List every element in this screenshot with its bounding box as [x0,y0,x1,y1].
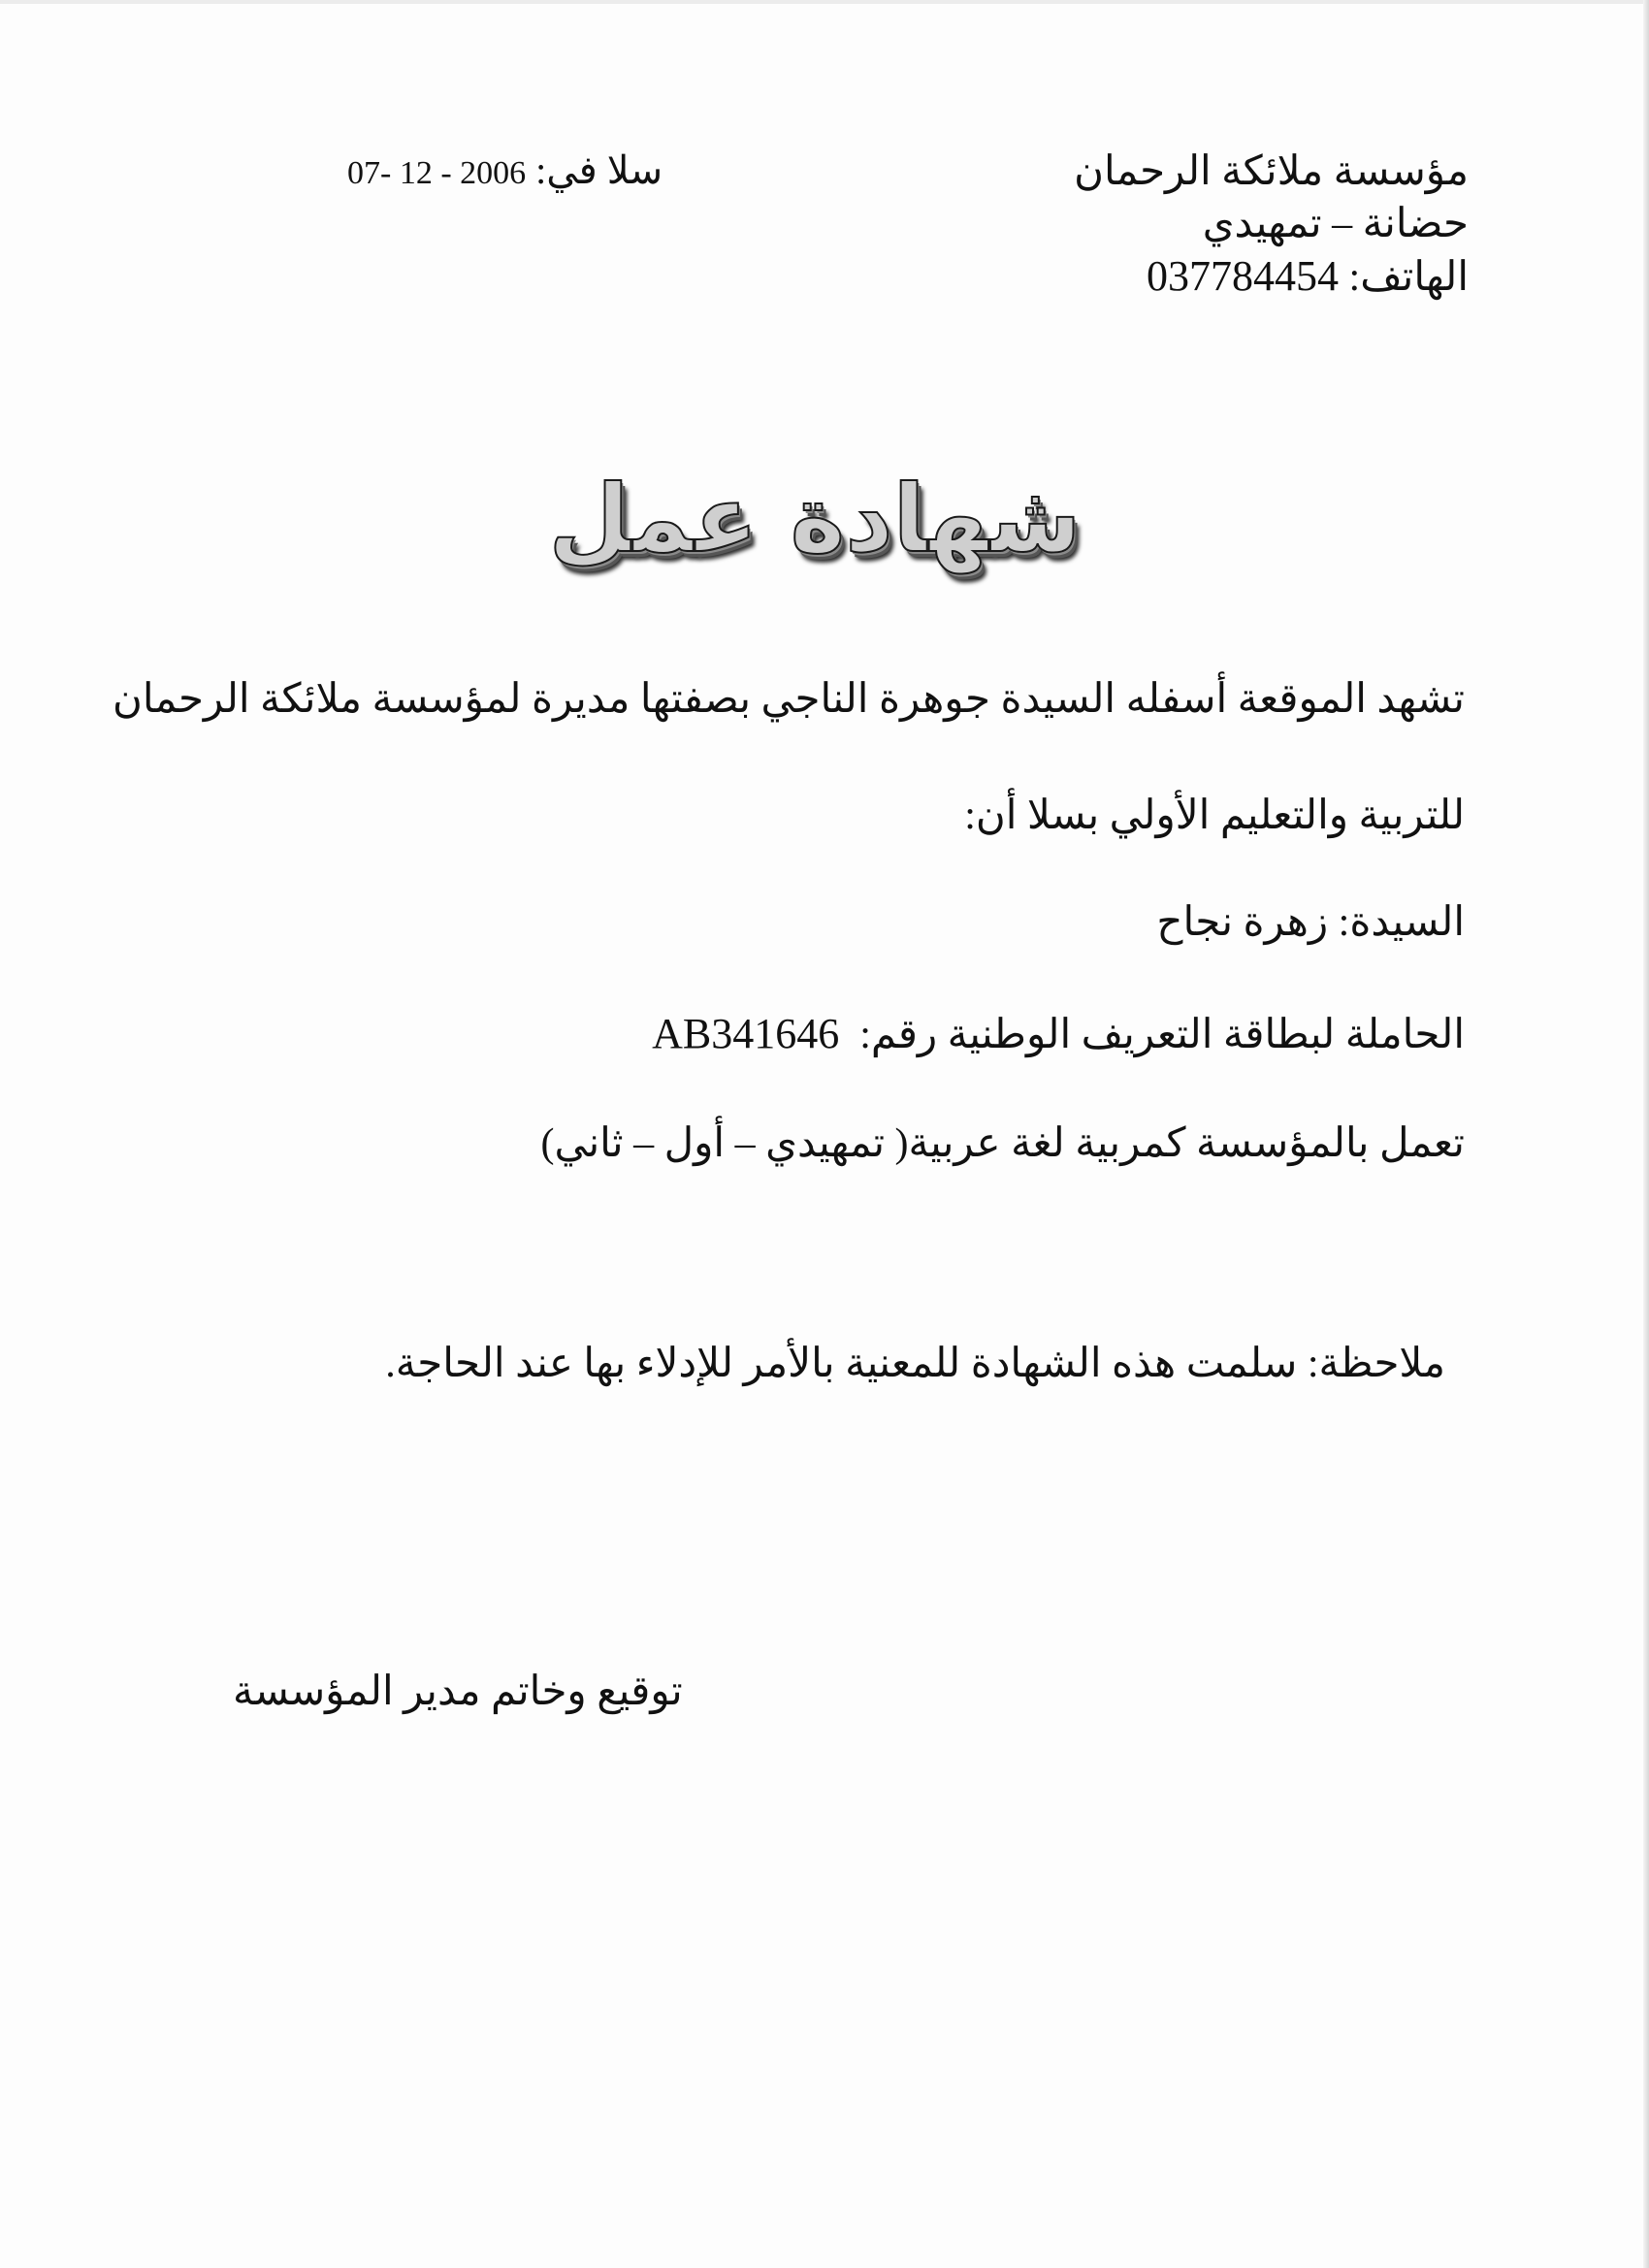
body-line-2: للتربية والتعليم الأولي بسلا أن: [964,794,1465,838]
date-place-label: سلا في: [535,148,663,192]
phone-row [887,250,1469,304]
letterhead [887,146,1469,304]
date-value: 07- 12 - 2006 [347,155,527,191]
signature-label: توقيع وخاتم مدير المؤسسة [233,1669,683,1714]
scan-edge-top [0,0,1649,4]
note-line: ملاحظة: سلمت هذه الشهادة للمعنية بالأمر للإدلاء بها عند الحاجة. [385,1342,1445,1386]
scan-edge-right [1643,0,1649,2268]
body-line-1: تشهد الموقعة أسفله السيدة جوهرة الناجي بصفتها مديرة لمؤسسة ملائكة الرحمان [113,677,1465,722]
date-line [347,147,852,193]
id-card-label: الحاملة لبطاقة التعريف الوطنية رقم: [859,1013,1465,1057]
institution-subtitle: حضانة – تمهيدي [1202,202,1469,246]
phone-label: الهاتف: [1348,255,1469,300]
job-description-line: تعمل بالمؤسسة كمربية لغة عربية( تمهيدي – أول – ثاني) [540,1121,1465,1166]
id-card-number: AB341646 [652,1010,840,1057]
institution-name: مؤسسة ملائكة الرحمان [1074,149,1469,194]
certificate-title-text: شهادة عمل [548,465,1082,573]
employee-name-line: السيدة: زهرة نجاح [1156,900,1465,945]
id-card-line [204,1009,1465,1058]
phone-number: 037784454 [1147,252,1340,300]
certificate-title [543,456,1086,582]
